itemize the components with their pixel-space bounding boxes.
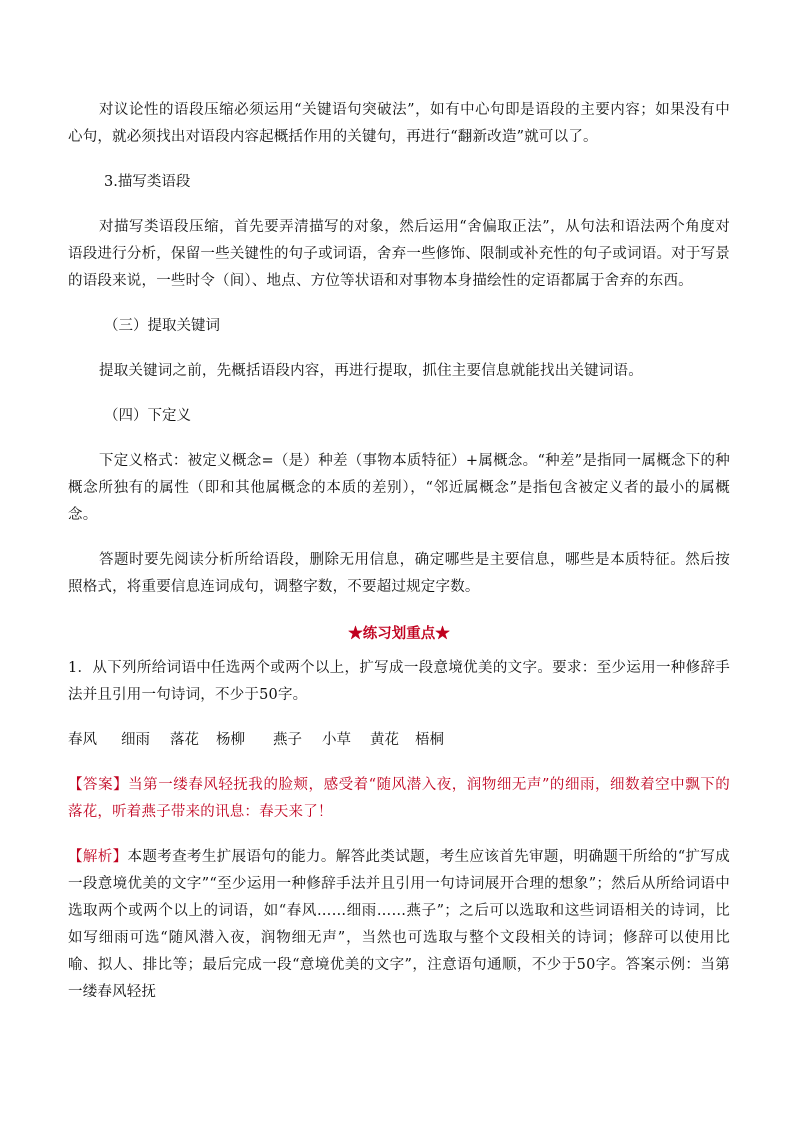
section-title: ★练习划重点★: [348, 625, 450, 642]
answer-text: 当第一缕春风轻抚我的脸颊，感受着“随风潜入夜，润物细无声”的细雨，细数着空中飘下的落花，听着燕子带来的讯息：春天来了！: [68, 777, 730, 820]
analysis-block: [68, 844, 730, 1006]
question-stem: 1．从下列所给词语中任选两个或两个以上，扩写成一段意境优美的文字。要求：至少运用一种修辞手法并且引用一句诗词，不少于50字。: [68, 660, 730, 703]
heading-definition: （四）下定义: [104, 408, 191, 424]
word-list: [68, 727, 730, 754]
analysis-tag: 【解析】: [68, 849, 128, 865]
paragraph-descriptive: 对描写类语段压缩，首先要弄清描写的对象，然后运用“舍偏取正法”，从句法和语法两个角度对语段进行分析，保留一些关键性的句子或词语，舍弃一些修饰、限制或补充性的句子或词语。对于写景的语段来说，一些时令（间）、地点、方位等状语和对事物本身描绘性的定语都属于舍弃的东西。: [68, 219, 730, 289]
word-item: 黄花: [370, 732, 399, 748]
word-item: 落花: [170, 732, 199, 748]
word-item: 梧桐: [415, 732, 444, 748]
paragraph-definition: 下定义格式：被定义概念=（是）种差（事物本质特征）+属概念。“种差”是指同一属概念下的种概念所独有的属性（即和其他属概念的本质的差别），“邻近属概念”是指包含被定义者的最小的属概念。: [68, 453, 730, 523]
paragraph-extract-keywords: 提取关键词之前，先概括语段内容，再进行提取，抓住主要信息就能找出关键词语。: [99, 363, 643, 379]
word-item: 春风: [68, 732, 97, 748]
heading-extract-keywords: （三）提取关键词: [104, 318, 220, 334]
word-item: 细雨: [121, 732, 150, 748]
analysis-text: 本题考查考生扩展语句的能力。解答此类试题，考生应该首先审题，明确题干所给的“扩写成一段意境优美的文字”“至少运用一种修辞手法并且引用一句诗词展开合理的想象”；然后从所给词语中选取两个或两个以上的词语，如“春风……细雨……燕子”；之后可以选取和这些词语相关的诗词，比如写细雨可选“随风潜入夜，润物细无声”，当然也可选取与整个文段相关的诗词；修辞可以使用比喻、拟人、排比等；最后完成一段“意境优美的文字”，注意语句通顺，不少于50字。答案示例：当第一缕春风轻抚: [68, 849, 730, 1000]
answer-block: [68, 772, 730, 826]
paragraph-answer-tips: 答题时要先阅读分析所给语段，删除无用信息，确定哪些是主要信息，哪些是本质特征。然后按照格式，将重要信息连词成句，调整字数，不要超过规定字数。: [68, 552, 730, 595]
word-item: 燕子: [273, 732, 302, 748]
word-item: 杨柳: [216, 732, 245, 748]
heading-descriptive: 3.描写类语段: [104, 174, 191, 190]
document-page: [68, 97, 730, 1006]
paragraph-argumentative: 对议论性的语段压缩必须运用“关键语句突破法”，如有中心句即是语段的主要内容；如果没有中心句，就必须找出对语段内容起概括作用的关键句，再进行“翻新改造”就可以了。: [68, 102, 730, 145]
word-item: 小草: [322, 732, 351, 748]
answer-tag: 【答案】: [68, 777, 129, 793]
